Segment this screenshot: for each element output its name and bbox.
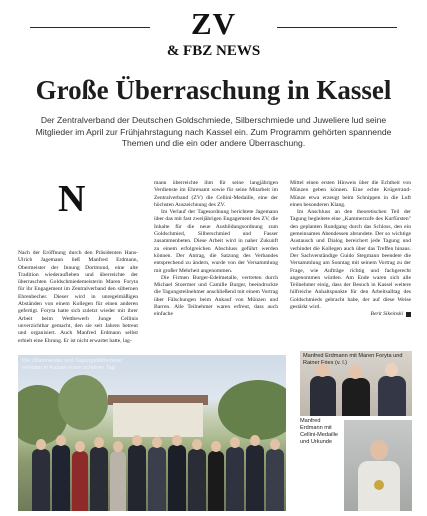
masthead-title: ZV bbox=[190, 6, 237, 41]
award-photo-caption: Manfred Erdmann mit Maren Foryta und Rainer Fries (v. l.) bbox=[303, 353, 403, 366]
group-photo-caption: Die Obermeister und Tagungsteilnehmer erlebten in Kassel einen schönen Tag bbox=[22, 358, 123, 371]
col3-paragraph: Im Anschluss an den theoretischen Teil der Tagung begleitete eine „Kammerzofe des Kurfürsten" den geplanten Rundgang durch das Schloss, den ein gemeinsames Abendessen abrundete. Der so wichtige Austausch und Dialog bereichert jede Tagung und verbindet die Kollegen auch über das Treffen hinaus. Der Sachverständige Guido Stegmann beendete die Versammlung am Sonntag mit seinem Vortrag zu der Frage, wie Aufträge richtig und fachgerecht angenommen würden. Am Ende waren sich alle Teilnehmer einig, dass der Besuch in Kassel weitere hilfreiche Anhaltspunkte für den Arbeitsalltag des Goldschmieds gebracht habe, der auf diese Weise gestärkt wird. bbox=[290, 209, 411, 311]
article-column-2 bbox=[154, 180, 278, 319]
col2-paragraph: Die Firmen Burger-Edelmetalle, vertreten durch Michael Stoermer und Camille Burger, beeindruckte die Tagungsteilnehmer anschließend mit einem Vortrag über Fälschungen beim Ankauf von Münzen und Barren. Alle Teilnehmer waren erfreut, dass auch einfache bbox=[154, 274, 278, 318]
col1-paragraph: Nach der Eröffnung durch den Präsidenten Hans-Ulrich Jagemann ließ Manfred Erdmann, Obermeister der Innung Dortmund, eine alte Tradition wiederaufleben und überreichte der überraschten Goldschmiedemeisterin Maren Foryta für ihr Engagement im Zentralverband den silbernen Ehrenbecher. Dieser wird in unregelmäßigen Abständen von einem Kollegen für einen anderen gefertigt. Foryta hatte sich zuletzt wieder mit ihrer Arbeit beim Wettbewerb Junge Cellinis unverzichtbar gemacht, den sie seit Jahren betreut und organisiert. Auch Manfred Erdmann selbst erhielt eine Ehrung. Er ist nicht erwartet hatte, lag- bbox=[18, 250, 138, 344]
medal-photo bbox=[344, 420, 412, 511]
article-column-3 bbox=[290, 180, 411, 319]
article-headline: Große Überraschung in Kassel bbox=[35, 75, 392, 105]
author-line bbox=[290, 311, 411, 318]
article-column-1 bbox=[18, 250, 138, 345]
medal-photo-caption: Manfred Erdmann mit Cellini-Medaille und Urkunde bbox=[300, 418, 338, 445]
masthead-subtitle: & FBZ NEWS bbox=[166, 43, 261, 59]
drop-cap: N bbox=[58, 178, 86, 220]
group-photo bbox=[18, 355, 286, 511]
end-mark-icon bbox=[406, 312, 411, 317]
award-photo bbox=[300, 351, 412, 416]
author-name: Berit Sikeinski bbox=[370, 311, 403, 318]
col2-paragraph: mann überreichte ihm für seine langjährigen Verdienste im Ehrenamt sowie für seine Mitarbeit im Zentralverband (ZV) die Cellini-Medaille, eine der höchsten Auszeichnung des ZV. bbox=[154, 180, 278, 208]
article-intro: Der Zentralverband der Deutschen Goldschmiede, Silberschmiede und Juweliere lud seine Mitglieder im April zur Frühjahrstagung nach Kassel ein. Zum Programm gehörten spannende Themen und die ein oder andere Überraschung. bbox=[35, 115, 392, 149]
col3-paragraph: Mittel einen ersten Hinweis über die Echtheit von Münzen geben können. Eine echte Krügerrand-Münze etwa erzeugt beim Schnippen in die Luft einen besonderen Klang. bbox=[290, 180, 411, 208]
col2-paragraph: Im Verlauf der Tagesordnung berichtete Jagemann über das mit fast zweijährigen Engagement des ZV, die Inhalte für die neue Ausbildungsordnung zum Goldschmied, Silberschmied und Fasser zusammenbeten. Diese Arbeit wird in naher Zukunft zu einem erfolgreichen Abschluss geführt werden können. Der Antrag, die Satzung des Verbandes entsprechend zu ändern, wurde von der Versammlung mit großer Mehrheit angenommen. bbox=[154, 209, 278, 274]
